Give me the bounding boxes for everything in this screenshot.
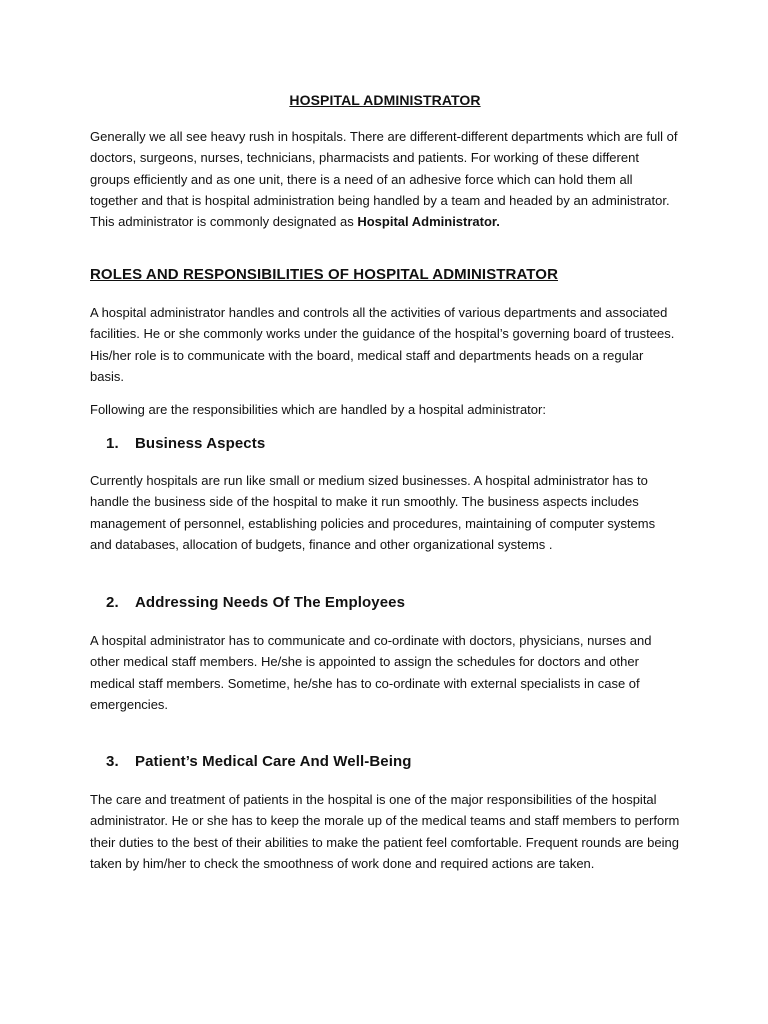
section-heading-business-aspects <box>106 435 265 452</box>
following-paragraph: Following are the responsibilities which are handled by a hospital administrator: <box>90 402 546 417</box>
section-title: Patient’s Medical Care And Well-Being <box>135 753 412 770</box>
document-page <box>90 0 680 1024</box>
section-paragraph-business-aspects: Currently hospitals are run like small or medium sized businesses. A hospital administrator has to handle the business side of the hospital to make it run smoothly. The business aspects includes management of personnel, establishing policies and procedures, maintaining of computer systems and databases, allocation of budgets, finance and other organizational systems . <box>90 473 656 552</box>
section-heading-employees <box>106 594 405 611</box>
section-title: Addressing Needs Of The Employees <box>135 594 406 611</box>
document-title: HOSPITAL ADMINISTRATOR <box>289 92 481 108</box>
roles-heading: ROLES AND RESPONSIBILITIES OF HOSPITAL ADMINISTRATOR <box>90 266 559 283</box>
intro-bold-term: Hospital Administrator. <box>357 214 500 230</box>
roles-paragraph: A hospital administrator handles and controls all the activities of various departments and associated facilities. He or she commonly works under the guidance of the hospital’s governing board of trustees. His/her role is to communicate with the board, medical staff and departments heads on a regular basis. <box>90 305 675 384</box>
intro-text: Generally we all see heavy rush in hospitals. There are different-different departments which are full of doctors, surgeons, nurses, technicians, pharmacists and patients. For working of these different groups efficiently and as one unit, there is a need of an adhesive force which can hold them all together and that is hospital administration being handled by a team and headed by an administrator. This administrator is commonly designated as <box>90 129 678 230</box>
section-paragraph-employees: A hospital administrator has to communicate and co-ordinate with doctors, physicians, nurses and other medical staff members. He/she is appointed to assign the schedules for doctors and other medical staff members. Sometime, he/she has to co-ordinate with external specialists in case of emergencies. <box>90 633 652 712</box>
section-number: 1. <box>106 435 119 452</box>
section-paragraph-patient-care: The care and treatment of patients in the hospital is one of the major responsibilities of the hospital administrator. He or she has to keep the morale up of the medical teams and staff members to perform their duties to the best of their abilities to make the patient feel comfortable. Frequent rounds are being taken by him/her to check the smoothness of work done and required actions are taken. <box>90 792 680 871</box>
section-number: 3. <box>106 753 119 770</box>
section-title: Business Aspects <box>135 435 266 452</box>
section-number: 2. <box>106 594 119 611</box>
intro-paragraph <box>90 126 680 232</box>
section-heading-patient-care <box>106 753 412 770</box>
